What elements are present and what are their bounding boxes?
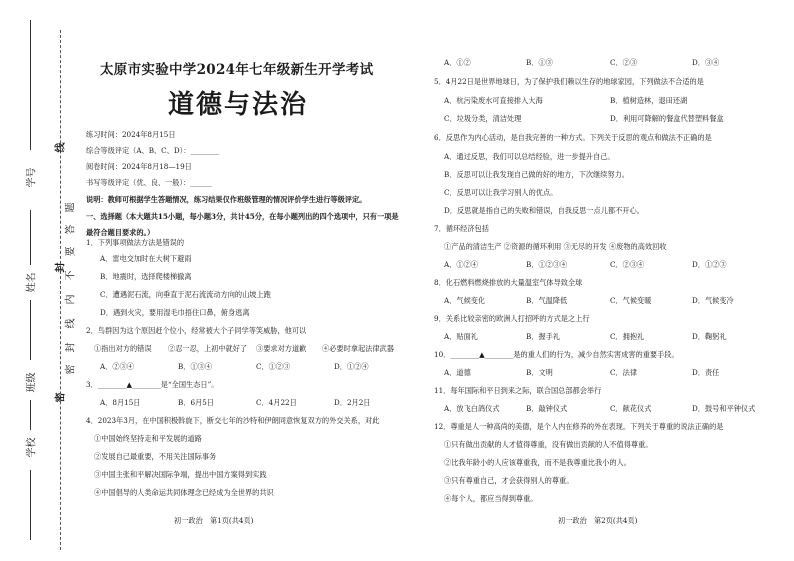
- q10-option-d: D．责任: [692, 368, 720, 377]
- q8-option-a: A．气候变化: [444, 296, 486, 305]
- q11-stem: 11．每年国际和平日到来之际，联合国总部都会举行: [434, 386, 602, 395]
- q12-statement-4: ④每个人，都应当得到尊重。: [444, 494, 538, 503]
- q3-option-d: D．2月2日: [334, 398, 371, 407]
- seal-dashed-line: [60, 30, 61, 550]
- q8-stem: 8．化石燃料燃烧排放的大量温室气体导致全球: [434, 278, 583, 287]
- margin-line: [30, 300, 31, 360]
- class-label: 班级: [26, 372, 38, 393]
- q7-option-b: B．①②③④: [526, 260, 568, 269]
- q7-option-a: A．①②④: [444, 260, 478, 269]
- q2-option-b: B．①③④: [178, 362, 213, 371]
- school-label: 学校: [26, 437, 38, 458]
- seal-mark: 线: [55, 142, 67, 153]
- q7-statements: ①产品的清洁生产 ②资源的循环利用 ③无尽的开发 ④废物的高效回收: [444, 242, 667, 251]
- seal-char: 封: [65, 342, 77, 353]
- seal-char: 不: [65, 270, 77, 281]
- q3-option-b: B．6月5日: [178, 398, 214, 407]
- q4-stem: 4．2023年3月，在中国积极斡旋下，断交七年的沙特和伊朗同意恢复双方的外交关系，对此: [86, 416, 380, 425]
- seal-mark: 封: [55, 262, 67, 273]
- exam-title: 太原市实验中学2024年七年级新生开学考试: [100, 62, 374, 78]
- handwriting-grade-field: 书写等级评定（优、良、一般）：______: [86, 178, 212, 187]
- margin-line: [30, 470, 31, 540]
- q6-option-b: B．反思可以让我发现自己做的好的地方，下次继续努力。: [444, 170, 629, 179]
- margin-line: [30, 20, 31, 150]
- q2-statement-1: ①指出对方的错误: [94, 344, 152, 353]
- q4-statement-3: ③中国主张和平解决国际争端，提出中国方案得到实践: [94, 470, 267, 479]
- q1-option-c: C．遭遇泥石流，向垂直于泥石流流动方向的山坡上跑: [100, 290, 271, 299]
- q1-option-d: D．遇到火灾，要用湿毛巾捂住口鼻，俯身逃离: [100, 308, 250, 317]
- q8-option-d: D．气候变冷: [692, 296, 734, 305]
- margin-line: [30, 210, 31, 265]
- q3-option-c: C．4月22日: [256, 398, 297, 407]
- q5-option-a: A．杭污染废水可直接排入大海: [444, 96, 543, 105]
- q4-option-a: A．①②: [444, 58, 471, 67]
- q6-option-a: A．通过反思，我们可以总结经验，进一步提升自己。: [444, 152, 615, 161]
- q2-statement-3: ③要求对方道歉: [256, 344, 307, 353]
- q2-statement-2: ②忍一忍，上初中就好了: [168, 344, 248, 353]
- overall-grade-field: 综合等级评定（A、B、C、D）：________: [86, 146, 220, 155]
- q8-option-c: C．气候变暖: [610, 296, 652, 305]
- q2-option-d: D．①②④: [334, 362, 369, 371]
- margin-line: [30, 400, 31, 430]
- q12-stem: 12．尊重是人一种高尚的美德，是个人内在修养的外在表现。下列关于尊重的说法正确的是: [434, 422, 724, 431]
- section-heading: 一、选择题（本大题共15小题，每小题3分，共计45分，在每小题列出的四个选项中，只有一项是: [86, 212, 399, 221]
- q9-stem: 9．关系比较亲密的欧洲人打招呼的方式是之上行: [434, 314, 590, 323]
- q1-stem: 1．下列事项做法方法是错误的: [86, 238, 185, 247]
- page-1: [82, 0, 400, 561]
- instructions-note: 说明：教师可根据学生答题情况，练习结果仅作班级管理的情况评价学生进行等级评定。: [86, 195, 367, 204]
- q4-option-b: B．①③: [526, 58, 553, 67]
- q4-statement-2: ②发展自己最重要，不用关注国际事务: [94, 452, 217, 461]
- q9-option-a: A．贴面礼: [444, 332, 478, 341]
- q10-option-b: B．文明: [526, 368, 553, 377]
- q7-stem: 7．循环经济包括: [434, 224, 489, 233]
- q10-option-c: C．法律: [610, 368, 638, 377]
- q8-option-b: B．气温降低: [526, 296, 568, 305]
- q9-option-c: C．拥抱礼: [610, 332, 645, 341]
- student-no-label: 学号: [26, 167, 38, 188]
- marking-date: 阅卷时间：2024年8月18—19日: [86, 162, 192, 171]
- q2-statement-4: ④必要时拿起法律武器: [322, 344, 394, 353]
- q7-option-d: D．①②③: [692, 260, 727, 269]
- q4-statement-1: ①中国始终坚持走和平发展的道路: [94, 434, 202, 443]
- q2-stem: 2．鸟群因为这个原因赶个位小，经常被大个子同学等笑威胁，他可以: [86, 326, 307, 335]
- q4-statement-4: ④中国倡导的人类命运共同体理念已经成为全世界的共识: [94, 488, 274, 497]
- seal-char: 密: [65, 364, 77, 375]
- q1-option-b: B．地震时，选择爬楼梯撤离: [100, 272, 192, 281]
- q12-statement-1: ①只有做出贡献的人才值得尊重，没有做出贡献的人不值得尊重。: [444, 440, 653, 449]
- q9-option-d: D．鞠躬礼: [692, 332, 727, 341]
- q11-option-a: A．放飞白鸽仪式: [444, 404, 500, 413]
- q10-option-a: A．道德: [444, 368, 471, 377]
- page-footer-1: 初一政治 第1页(共4页): [174, 516, 254, 525]
- q5-option-b: B．植树造林，退田还湖: [610, 96, 688, 105]
- seal-mark: 密: [55, 392, 67, 403]
- q6-option-d: D．反思就是指自己的失败和错误，自我反思一点儿都不开心。: [444, 206, 644, 215]
- page-2: [430, 0, 780, 561]
- seal-char: 答: [65, 224, 77, 235]
- q11-option-b: B．敲钟仪式: [526, 404, 568, 413]
- q3-option-a: A．8月15日: [100, 398, 141, 407]
- q1-option-a: A．雷电交加时在大树下避雨: [100, 254, 192, 263]
- q10-stem: 10．________▲________是的重人们的行为，减少自然实害成害的重要手段。: [434, 350, 679, 359]
- seal-char: 要: [65, 246, 77, 257]
- name-label: 姓名: [26, 272, 38, 293]
- q5-option-c: C．垃圾分类，清洁处理: [444, 114, 522, 123]
- q2-option-a: A．②③④: [100, 362, 134, 371]
- q2-option-c: C．①②③: [256, 362, 291, 371]
- section-heading-cont: 最符合题目要求的。）: [86, 228, 155, 237]
- subject-title: 道德与法治: [168, 90, 309, 120]
- q5-stem: 5．4月22日是世界地球日，为了保护我们赖以生存的地球家园，下列做法不合适的是: [434, 77, 704, 86]
- q4-option-d: D．③④: [692, 58, 720, 67]
- q4-option-c: C．②③: [610, 58, 638, 67]
- q7-option-c: C．②③④: [610, 260, 645, 269]
- q6-stem: 6．反思作为内心活动，是自我完善的一种方式。下列关于反思的观点和做法不正确的是: [434, 133, 712, 142]
- q11-option-d: D．鼓号和平钟仪式: [692, 404, 756, 413]
- q11-option-c: C．献花仪式: [610, 404, 652, 413]
- q12-statement-3: ③只有尊重自己，才会获得别人的尊重。: [444, 476, 574, 485]
- seal-char: 内: [65, 294, 77, 305]
- q5-option-d: D．利用可降解的餐盒代替塑料餐盒: [610, 114, 724, 123]
- binding-margin: [0, 0, 80, 561]
- q9-option-b: B．握手礼: [526, 332, 561, 341]
- q6-option-c: C．反思可以让我学习别人的优点。: [444, 188, 558, 197]
- seal-char: 线: [65, 318, 77, 329]
- q12-statement-2: ②比我年龄小的人应该尊重我，而不是我尊重比我小的人。: [444, 458, 631, 467]
- page-footer-2: 初一政治 第2页(共4页): [558, 516, 638, 525]
- exam-date: 练习时间：2024年8月15日: [86, 130, 176, 139]
- q3-stem: 3．________▲________是“全国生态日”。: [86, 380, 219, 389]
- seal-char: 题: [65, 202, 77, 213]
